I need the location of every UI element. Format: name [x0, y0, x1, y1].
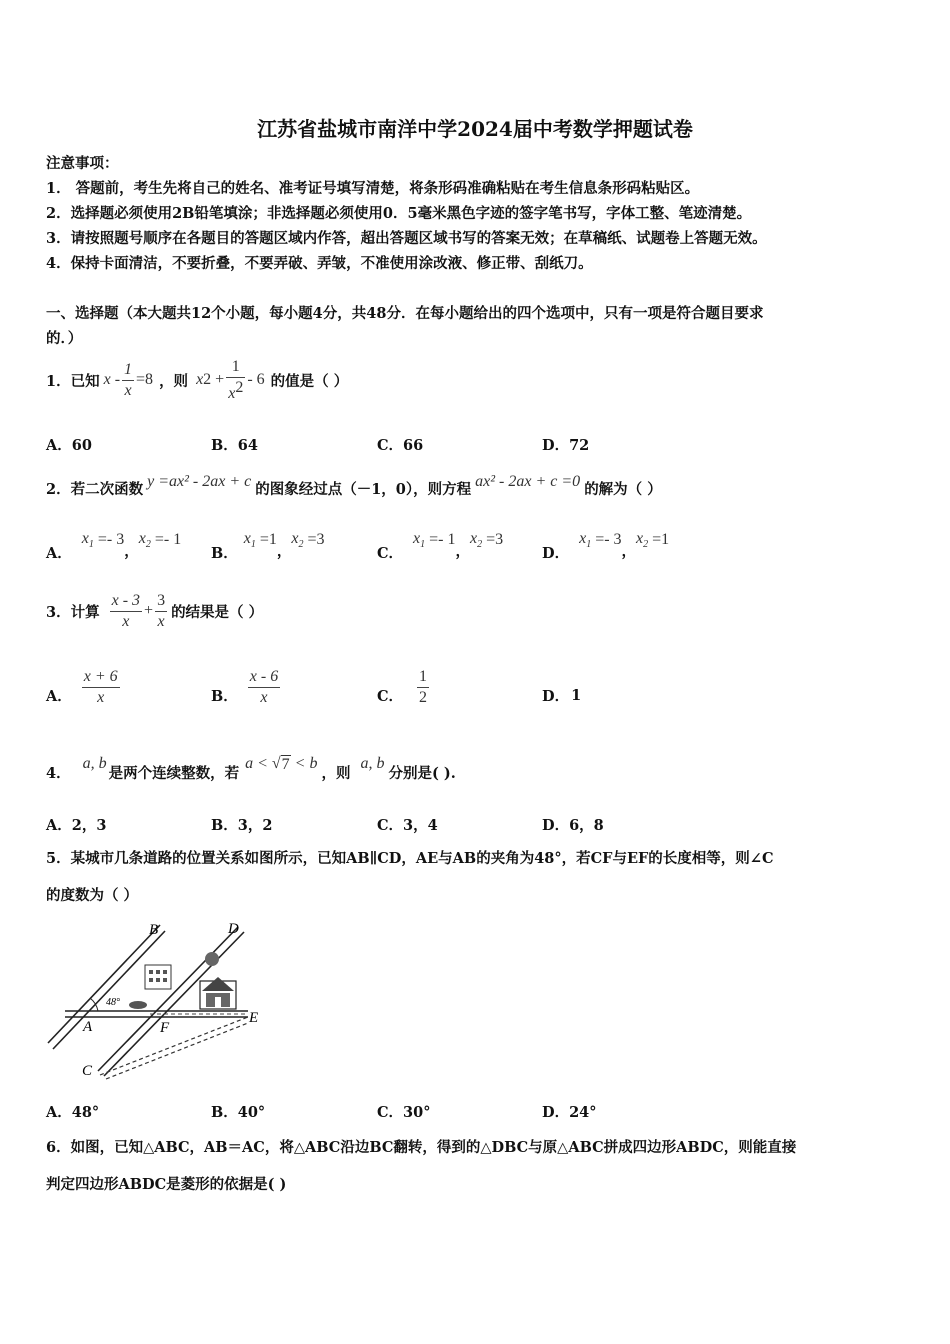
q4-sqrt-symbol: √ [271, 755, 281, 772]
q2-d-x2-val: =1 [652, 531, 670, 548]
q1-cond-frac [122, 360, 134, 401]
house-icon [200, 977, 236, 1009]
question-1 [46, 352, 348, 408]
q1-expr-den: x [228, 384, 236, 402]
q2-d-x1: $x_1$ [579, 529, 592, 551]
q4-prefix: 4． [46, 764, 71, 782]
note-item-1: 1． 答题前，考生先将自己的姓名、准考证号填写清楚，将条形码准确粘贴在考生信息条形码粘贴区。 [46, 180, 700, 197]
q2-option-a [46, 528, 181, 564]
q3-option-a-label: A． [46, 687, 72, 705]
q2-option-d [542, 528, 669, 564]
q4-ab2: a, b [360, 755, 385, 772]
q3-f1-num: x - 3 [110, 591, 142, 612]
q4-radicand: 7 [281, 755, 290, 773]
label-e: E [249, 1010, 259, 1026]
q2-prefix: 2．若二次函数 [46, 480, 144, 498]
q4-option-a: A．2，3 [46, 817, 107, 834]
q2-c-x2: $x_2$ [470, 529, 483, 551]
question-5-cont: 的度数为（ ） [46, 887, 139, 904]
tree-icon [205, 952, 219, 966]
q2-a-comma: ， [124, 542, 139, 560]
q5-option-b: B．40° [211, 1104, 266, 1121]
q3-f1-den: x [122, 612, 130, 630]
q1-option-d: D．72 [542, 437, 590, 454]
page-title: 江苏省盐城市南洋中学2024届中考数学押题试卷 [257, 117, 693, 141]
q1-expr-den-sup: 2 [235, 378, 244, 396]
q3-option-b [211, 668, 282, 722]
q2-c-x2-val: =3 [486, 531, 504, 548]
label-angle: 48° [106, 997, 120, 1008]
q2-option-b-label: B． [211, 544, 238, 562]
q2-mid: 的图象经过点（－1，0），则方程 [255, 480, 472, 498]
q3-option-b-frac [248, 667, 280, 708]
question-4 [46, 752, 456, 792]
label-b: B [149, 922, 159, 938]
q1-option-c: C．66 [377, 437, 424, 454]
q3-f2-num: 3 [155, 591, 167, 612]
question-5: 5．某城市几条道路的位置关系如图所示，已知AB∥CD，AE与AB的夹角为48°，若CF与EF的长度相等，则∠C [46, 850, 774, 867]
q5-option-c: C．30° [377, 1104, 431, 1121]
section-heading-cont: 的．） [46, 330, 83, 347]
q2-b-comma: ， [276, 542, 292, 560]
q2-d-x2: $x_2$ [636, 529, 649, 551]
q1-cond-a: x - [103, 371, 121, 388]
q3-option-c-frac [417, 667, 429, 708]
q1-cond-eq: =8 [136, 371, 154, 388]
q1-option-a: A．60 [46, 437, 92, 454]
q1-expr-num: 1 [226, 357, 245, 378]
q2-a-x1-val: =- 3 [97, 531, 125, 548]
q2-option-c-label: C． [377, 544, 404, 562]
q4-ineq-b: < b [294, 755, 318, 772]
q2-a-x2: $x_2$ [138, 529, 151, 551]
note-item-3: 3．请按照题号顺序在各题目的答题区域内作答，超出答题区域书写的答案无效；在草稿纸、试题卷上答题无效。 [46, 230, 767, 247]
label-f: F [160, 1020, 170, 1036]
q3-option-a-num: x + 6 [82, 667, 120, 688]
q4-text1: 是两个连续整数，若 [108, 764, 240, 782]
label-a: A [83, 1019, 93, 1035]
q3-option-c-num: 1 [417, 667, 429, 688]
q2-c-comma: ， [455, 542, 471, 560]
question-6-cont: 判定四边形ABDC是菱形的依据是( ) [46, 1176, 287, 1193]
roads-figure [40, 915, 270, 1080]
q1-prefix: 1．已知 [46, 372, 100, 390]
q2-b-x1-val: =1 [259, 531, 277, 548]
q3-option-c [377, 668, 431, 722]
q3-option-d-label: D． [542, 687, 570, 705]
q1-expr-den-wrap [226, 378, 245, 404]
q2-option-c [377, 528, 503, 564]
q1-cond-num: 1 [122, 360, 134, 381]
q2-func: y =ax² - 2ax + c [147, 473, 252, 490]
q2-option-d-label: D． [542, 544, 570, 562]
q4-text3: 分别是( ). [388, 764, 456, 782]
q3-prefix: 3．计算 [46, 603, 100, 621]
q1-expr-sup: 2 [203, 371, 212, 388]
question-3 [46, 584, 263, 638]
note-item-2: 2．选择题必须使用2B铅笔填涂；非选择题必须使用0．5毫米黑色字迹的签字笔书写，字体工整、笔迹清楚。 [46, 205, 752, 222]
q1-expr-tail: - 6 [247, 371, 265, 388]
q3-option-b-num: x - 6 [248, 667, 280, 688]
q1-mid: ，则 [159, 372, 189, 390]
q5-option-a: A．48° [46, 1104, 100, 1121]
q3-option-c-den: 2 [419, 688, 428, 706]
q1-expr-x: x [196, 371, 204, 388]
q3-option-a [46, 668, 122, 722]
label-c: C [82, 1063, 93, 1079]
q3-frac-2 [155, 591, 167, 632]
car-icon [129, 1001, 147, 1009]
q5-option-d: D．24° [542, 1104, 597, 1121]
q3-option-a-frac [82, 667, 120, 708]
q3-option-a-den: x [97, 688, 105, 706]
building-icon [145, 965, 171, 989]
q2-d-x1-val: =- 3 [595, 531, 622, 548]
q3-f2-den: x [157, 612, 165, 630]
q1-cond-den: x [124, 381, 132, 399]
q3-option-c-label: C． [377, 687, 404, 705]
q2-b-x1: $x_1$ [243, 529, 256, 551]
q1-suffix: 的值是（ ） [270, 372, 349, 390]
q4-ab: a, b [82, 755, 107, 772]
q4-option-d: D．6，8 [542, 817, 604, 834]
q3-option-d [542, 668, 581, 722]
q2-suffix: 的解为（ ） [584, 480, 662, 498]
q4-option-b: B．3，2 [211, 817, 273, 834]
q2-option-b [211, 528, 325, 564]
q1-expr-frac [226, 357, 245, 404]
q2-a-x1: $x_1$ [81, 529, 94, 551]
q4-option-c: C．3，4 [377, 817, 438, 834]
q3-option-b-den: x [260, 688, 268, 706]
q2-b-x2-val: =3 [307, 531, 325, 548]
q3-option-b-label: B． [211, 687, 238, 705]
label-d: D [228, 921, 239, 937]
q2-b-x2: $x_2$ [291, 529, 304, 551]
notes-header: 注意事项： [46, 155, 119, 172]
q3-frac-1 [110, 591, 142, 632]
question-2 [46, 470, 662, 506]
q3-suffix: 的结果是（ ） [171, 603, 264, 621]
question-6: 6．如图，已知△ABC，AB＝AC，将△ABC沿边BC翻转，得到的△DBC与原△ABC拼成四边形ABDC，则能直接 [46, 1139, 797, 1156]
q1-expr-plus: + [215, 371, 225, 388]
note-item-4: 4．保持卡面清洁，不要折叠，不要弄破、弄皱，不准使用涂改液、修正带、刮纸刀。 [46, 255, 593, 272]
q2-d-comma: ， [621, 542, 637, 560]
q2-a-x2-val: =- 1 [154, 531, 182, 548]
q4-text2: ，则 [321, 764, 351, 782]
q1-option-b: B．64 [211, 437, 258, 454]
q2-eq: ax² - 2ax + c =0 [475, 473, 581, 490]
q2-c-x1-val: =- 1 [429, 531, 456, 548]
q3-option-d-text: 1 [571, 686, 582, 704]
q3-plus: + [144, 602, 154, 619]
q2-option-a-label: A． [46, 544, 72, 562]
q2-c-x1: $x_1$ [413, 529, 426, 551]
q4-ineq-a: a < [245, 755, 268, 772]
section-heading: 一、选择题（本大题共12个小题，每小题4分，共48分．在每小题给出的四个选项中，只有一项是符合题目要求 [46, 305, 764, 322]
